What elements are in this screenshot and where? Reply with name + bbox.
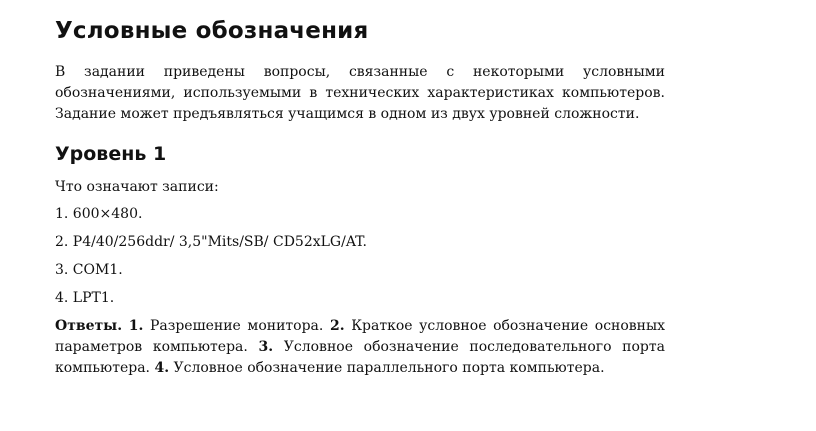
answers-paragraph [55, 316, 665, 379]
list-item: 1. 600×480. [55, 206, 143, 222]
answer-number: 2. [329, 318, 345, 334]
answer-number: 1. [128, 318, 144, 334]
answer-number: 3. [258, 339, 274, 355]
list-item: 2. P4/40/256ddr/ 3,5"Mits/SB/ CD52xLG/AT. [55, 234, 367, 250]
answer-text: Разрешение монитора. [149, 318, 324, 334]
answer-text: Условное обозначение последовательного порта компьютера. [55, 339, 665, 376]
list-item: 4. LPT1. [55, 290, 115, 306]
document-page [55, 18, 665, 379]
level-heading: Уровень 1 [55, 143, 167, 165]
answer-text: Условное обозначение параллельного порта компьютера. [173, 360, 605, 376]
answer-text: Краткое условное обозначение основных параметров компьютера. [55, 318, 666, 355]
answer-number: 4. [154, 360, 170, 376]
list-item: 3. COM1. [55, 262, 123, 278]
question-text: Что означают записи: [55, 179, 219, 195]
answers-label: Ответы. [55, 318, 123, 334]
page-title: Условные обозначения [55, 18, 369, 44]
intro-paragraph: В задании приведены вопросы, связанные с некоторыми условными обозначениями, используемыми в технических характеристиках компьютеров. Задание может предъявляться учащимся в одном из двух уровней сложности. [55, 64, 665, 122]
question-list [55, 204, 665, 309]
